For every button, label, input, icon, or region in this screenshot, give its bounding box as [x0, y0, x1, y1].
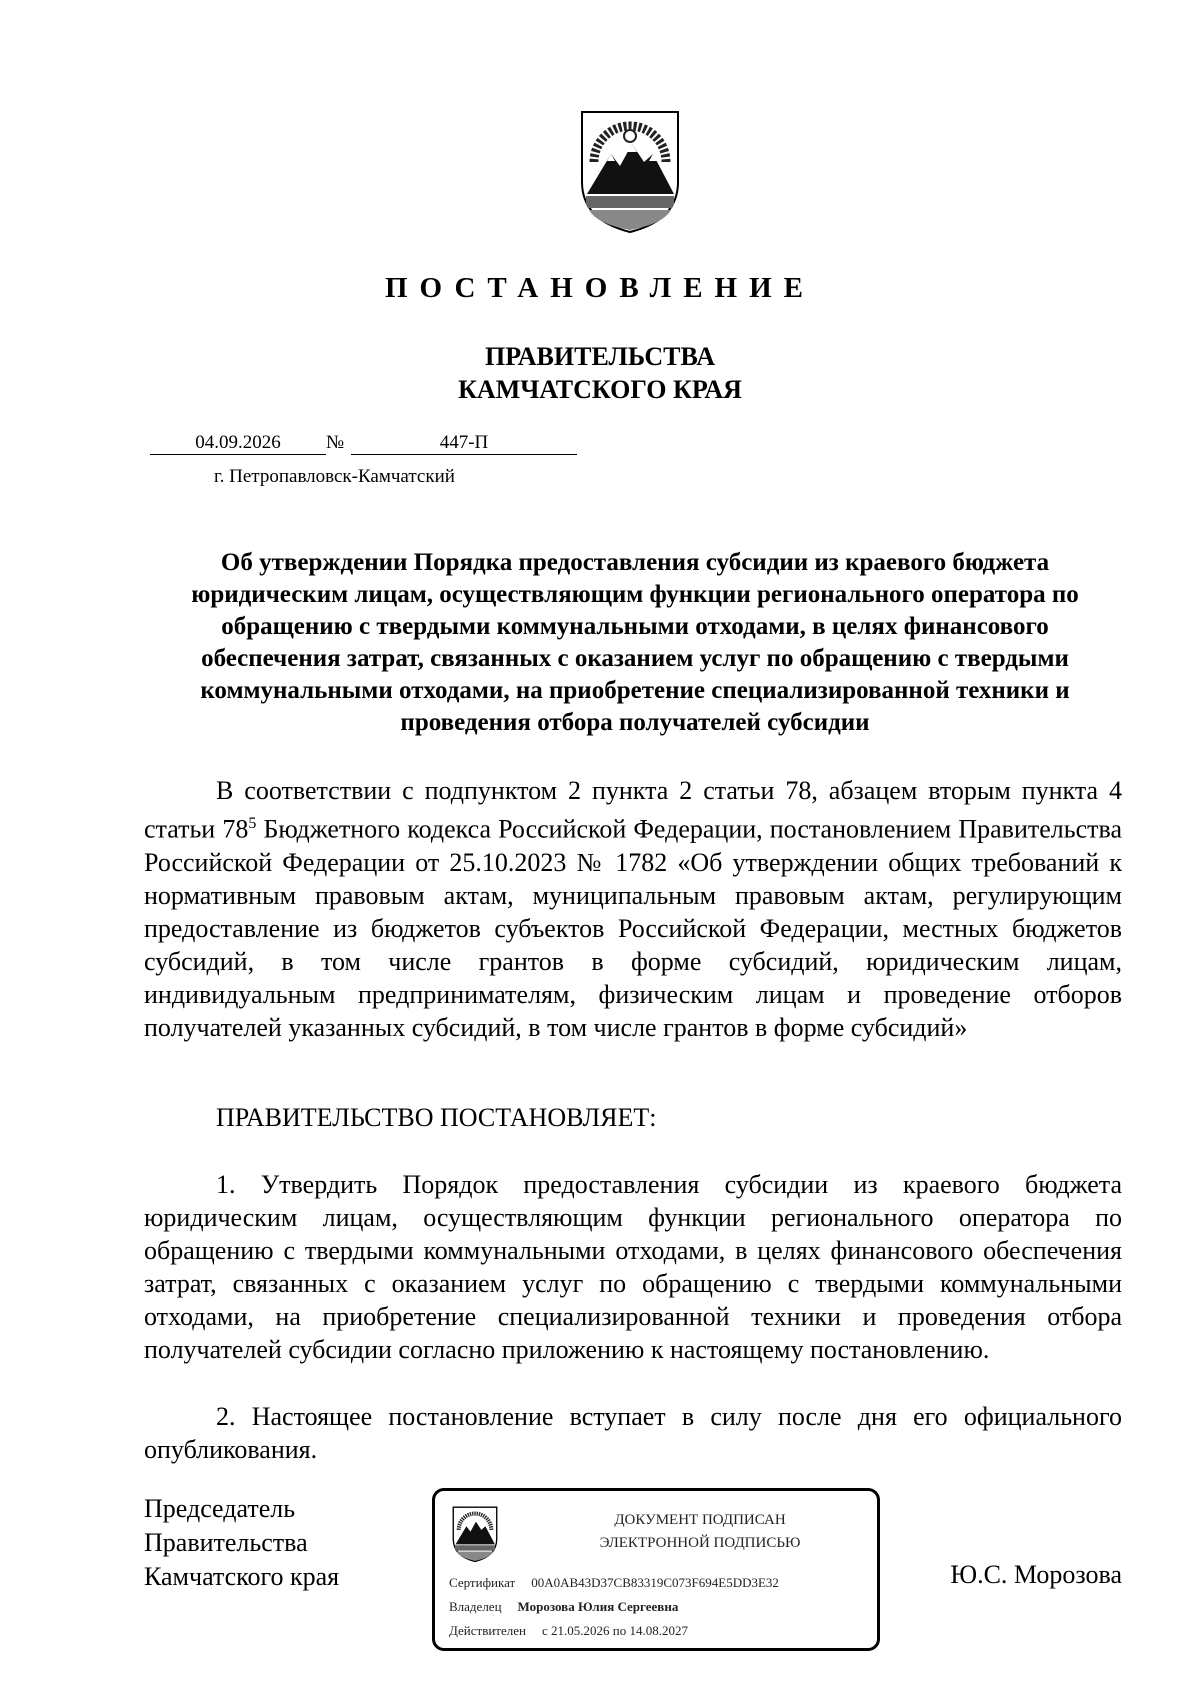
document-date: 04.09.2026 — [150, 432, 326, 455]
issuer-line-1: ПРАВИТЕЛЬСТВА — [485, 342, 715, 371]
document-title: Об утверждении Порядка предоставления субсидии из краевого бюджета юридическим лицам, осуществляющим функции регионального оператора по обращению с твердыми коммунальными отходами, в целях финансового обеспечения затрат, связанных с оказанием услуг по обращению с твердыми коммунальными отходами, на приобретение специализированной техники и проведения отбора получателей субсидии — [191, 549, 1079, 736]
stamp-validity-row — [449, 1623, 688, 1639]
signer-name: Ю.С. Морозова — [950, 1560, 1122, 1589]
stamp-heading — [535, 1509, 865, 1555]
clause-1: 1. Утвердить Порядок предоставления субсидии из краевого бюджета юридическим лицам, осуществляющим функции регионального оператора по обращению с твердыми коммунальными отходами, в целях финансового обеспечения затрат, связанных с оказанием услуг по обращению с твердыми коммунальными отходами, на приобретение специализированной техники и проведения отбора получателей субсидии согласно приложению к настоящему постановлению. — [144, 1170, 1122, 1364]
preamble-part-1: В соответствии с подпунктом 2 пункта 2 статьи 78, абзацем вторым пункта 4 статьи 78 — [144, 776, 1122, 844]
document-number: 447-П — [351, 432, 577, 455]
preamble-part-2: Бюджетного кодекса Российской Федерации, постановлением Правительства Российской Федерации от 25.10.2023 № 1782 «Об утверждении общих требований к нормативным правовым актам, муниципальным правовым актам, регулирующим предоставление из бюджетов субъектов Российской Федерации, местных бюджетов субсидий, в том числе грантов в форме субсидий, юридическим лицам, индивидуальным предпринимателям, физическим лицам и проведение отборов получателей указанных субсидий, в том числе грантов в форме субсидий» — [144, 814, 1122, 1042]
stamp-owner-row — [449, 1599, 678, 1615]
electronic-signature-stamp — [432, 1488, 880, 1651]
stamp-emblem-icon — [451, 1503, 499, 1563]
validity-value: с 21.05.2026 по 14.08.2027 — [541, 1623, 688, 1638]
stamp-certificate-row — [449, 1575, 779, 1591]
stamp-heading-line-1: ДОКУМЕНТ ПОДПИСАН — [614, 1512, 786, 1528]
signer-position — [144, 1492, 339, 1594]
owner-value: Морозова Юлия Сергеевна — [517, 1599, 679, 1614]
validity-label: Действителен — [449, 1623, 526, 1638]
coat-of-arms-icon — [577, 104, 683, 234]
signer-position-line-2: Правительства — [144, 1528, 308, 1557]
document-type: ПОСТАНОВЛЕНИЕ — [384, 272, 815, 304]
issuer-line-2: КАМЧАТСКОГО КРАЯ — [458, 375, 742, 404]
preamble-superscript: 5 — [248, 815, 257, 832]
document-city: г. Петропавловск-Камчатский — [214, 466, 455, 487]
owner-label: Владелец — [449, 1599, 502, 1614]
certificate-label: Сертификат — [449, 1575, 516, 1590]
signer-position-line-1: Председатель — [144, 1494, 296, 1523]
issuer — [0, 340, 1200, 406]
preamble-paragraph — [144, 774, 1122, 1044]
stamp-heading-line-2: ЭЛЕКТРОННОЙ ПОДПИСЬЮ — [599, 1535, 801, 1551]
signer-position-line-3: Камчатского края — [144, 1562, 340, 1591]
decree-statement: ПРАВИТЕЛЬСТВО ПОСТАНОВЛЯЕТ: — [216, 1103, 657, 1132]
certificate-value: 00A0AB43D37CB83319C073F694E5DD3E32 — [531, 1575, 779, 1590]
number-label: № — [326, 432, 345, 453]
clause-2: 2. Настоящее постановление вступает в силу после дня его официального опубликования. — [144, 1402, 1122, 1464]
